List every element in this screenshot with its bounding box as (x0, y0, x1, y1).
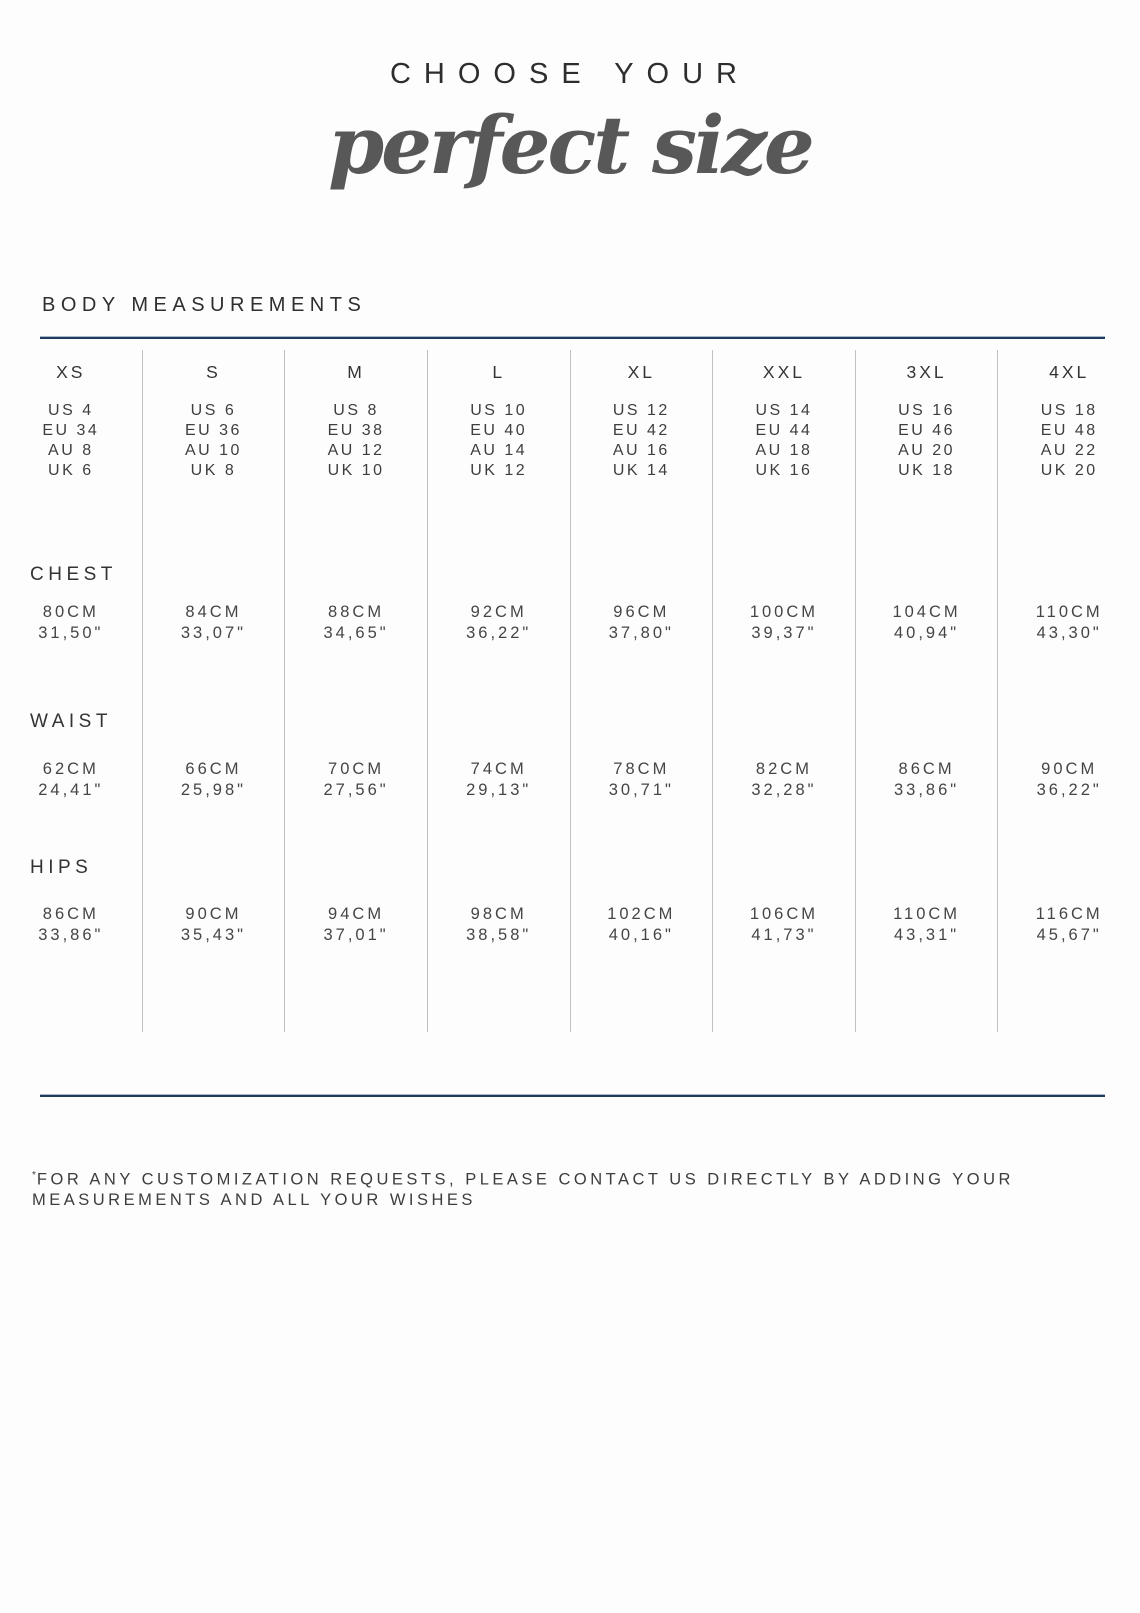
intl-sizes (571, 401, 713, 481)
waist-cm: 82CM (755, 760, 812, 778)
us-size: US 16 (898, 402, 956, 419)
hips-cm: 90CM (185, 905, 242, 923)
waist-values (856, 759, 998, 801)
uk-size: UK 6 (48, 462, 94, 479)
eu-size: EU 46 (898, 422, 956, 439)
row-label-hips: HIPS (30, 857, 93, 878)
waist-values (285, 759, 427, 801)
au-size: AU 10 (184, 442, 242, 459)
waist-in: 27,56" (323, 781, 389, 799)
waist-cm: 90CM (1041, 760, 1098, 778)
chest-in: 36,22" (466, 624, 532, 642)
waist-values (998, 759, 1140, 801)
hips-in: 33,86" (38, 926, 104, 944)
size-label: 3XL (906, 362, 947, 382)
waist-cm: 78CM (613, 760, 670, 778)
eu-size: EU 42 (612, 422, 670, 439)
hips-values (856, 904, 998, 946)
waist-in: 33,86" (893, 781, 960, 799)
au-size: AU 16 (612, 442, 670, 459)
asterisk-marker: * (32, 1170, 37, 1181)
hips-cm: 102CM (607, 905, 676, 923)
size-column-xxl (713, 350, 856, 1032)
au-size: AU 20 (898, 442, 956, 459)
hips-values (285, 904, 427, 946)
chest-values (285, 602, 427, 644)
size-column-4xl (998, 350, 1140, 1032)
us-size: US 14 (755, 402, 813, 419)
waist-values (571, 759, 713, 801)
hips-cm: 110CM (893, 905, 961, 923)
intl-sizes (0, 401, 142, 481)
au-size: AU 12 (327, 442, 385, 459)
chest-cm: 100CM (749, 603, 819, 621)
size-label: XXL (762, 362, 805, 382)
chest-cm: 92CM (470, 603, 527, 621)
waist-in: 32,28" (751, 781, 817, 799)
hips-cm: 94CM (328, 905, 385, 923)
waist-in: 36,22" (1036, 781, 1102, 799)
waist-values (0, 759, 142, 801)
intl-sizes (856, 401, 998, 481)
waist-in: 30,71" (608, 781, 674, 799)
waist-values (143, 759, 285, 801)
eu-size: EU 40 (470, 422, 528, 439)
customization-note-line1: *FOR ANY CUSTOMIZATION REQUESTS, PLEASE CONTACT US DIRECTLY BY ADDING YOUR (32, 1170, 1014, 1189)
eu-size: EU 36 (184, 422, 242, 439)
hips-cm: 116CM (1035, 905, 1103, 923)
waist-cm: 70CM (328, 760, 385, 778)
waist-cm: 86CM (898, 760, 955, 778)
chest-values (0, 602, 142, 644)
size-column-xs (0, 350, 143, 1032)
intl-sizes (285, 401, 427, 481)
hips-in: 41,73" (751, 926, 817, 944)
chest-cm: 80CM (42, 603, 99, 621)
chest-in: 31,50" (38, 624, 104, 642)
eu-size: EU 38 (327, 422, 385, 439)
chest-in: 34,65" (323, 624, 389, 642)
size-label: XS (56, 362, 86, 382)
us-size: US 18 (1040, 402, 1098, 419)
eu-size: EU 34 (42, 422, 100, 439)
us-size: US 12 (612, 402, 670, 419)
script-title: perfect size (328, 98, 812, 192)
hips-values (428, 904, 570, 946)
hips-values (571, 904, 713, 946)
size-column-l (428, 350, 571, 1032)
us-size: US 6 (190, 402, 237, 419)
uk-size: UK 14 (612, 462, 670, 479)
uk-size: UK 18 (898, 462, 956, 479)
chest-in: 33,07" (180, 624, 247, 642)
hips-values (0, 904, 142, 946)
size-label: L (492, 362, 506, 382)
us-size: US 4 (48, 402, 94, 419)
chest-cm: 110CM (1035, 603, 1103, 621)
intl-sizes (998, 401, 1140, 481)
hips-values (143, 904, 285, 946)
hips-in: 45,67" (1036, 926, 1102, 944)
section-title: BODY MEASUREMENTS (42, 294, 367, 316)
size-label: S (206, 362, 221, 382)
uk-size: UK 12 (470, 462, 528, 479)
hips-in: 43,31" (893, 926, 960, 944)
chest-in: 37,80" (608, 624, 674, 642)
uk-size: UK 10 (327, 462, 385, 479)
uk-size: UK 20 (1040, 462, 1098, 479)
eyebrow-title: CHOOSE YOUR (389, 58, 750, 90)
eu-size: EU 48 (1040, 422, 1098, 439)
hips-cm: 86CM (42, 905, 99, 923)
chest-cm: 84CM (185, 603, 242, 621)
chest-cm: 104CM (892, 603, 961, 621)
waist-cm: 66CM (185, 760, 242, 778)
size-columns (0, 350, 1140, 1032)
au-size: AU 8 (48, 442, 94, 459)
chest-cm: 96CM (613, 603, 670, 621)
hips-in: 37,01" (323, 926, 389, 944)
bottom-divider (40, 1094, 1105, 1097)
waist-values (428, 759, 570, 801)
us-size: US 8 (333, 402, 379, 419)
intl-sizes (143, 401, 285, 481)
chest-values (428, 602, 570, 644)
customization-note (32, 1166, 1014, 1210)
customization-note-line2: MEASUREMENTS AND ALL YOUR WISHES (32, 1190, 476, 1209)
top-divider (40, 336, 1105, 339)
hips-values (998, 904, 1140, 946)
chest-in: 43,30" (1036, 624, 1102, 642)
waist-values (713, 759, 855, 801)
chest-cm: 88CM (328, 603, 385, 621)
waist-cm: 62CM (42, 760, 99, 778)
hips-cm: 106CM (749, 905, 819, 923)
chest-in: 40,94" (893, 624, 960, 642)
hips-in: 38,58" (466, 926, 532, 944)
body-measurements-table (0, 340, 1140, 1034)
size-column-3xl (856, 350, 999, 1032)
row-label-waist: WAIST (30, 711, 112, 732)
au-size: AU 14 (470, 442, 528, 459)
size-label: M (347, 362, 365, 382)
waist-in: 29,13" (466, 781, 532, 799)
au-size: AU 18 (755, 442, 813, 459)
intl-sizes (713, 401, 855, 481)
size-column-xl (571, 350, 714, 1032)
intl-sizes (428, 401, 570, 481)
chest-values (856, 602, 998, 644)
waist-cm: 74CM (470, 760, 527, 778)
size-label: XL (627, 362, 656, 382)
chest-values (571, 602, 713, 644)
waist-in: 24,41" (38, 781, 104, 799)
size-column-s (143, 350, 286, 1032)
hips-in: 40,16" (608, 926, 674, 944)
row-label-chest: CHEST (30, 564, 117, 585)
uk-size: UK 16 (755, 462, 813, 479)
chest-values (713, 602, 855, 644)
chest-values (998, 602, 1140, 644)
chest-in: 39,37" (751, 624, 817, 642)
chest-values (143, 602, 285, 644)
eu-size: EU 44 (755, 422, 813, 439)
us-size: US 10 (470, 402, 528, 419)
hips-cm: 98CM (470, 905, 527, 923)
au-size: AU 22 (1040, 442, 1098, 459)
hips-values (713, 904, 855, 946)
size-column-m (285, 350, 428, 1032)
uk-size: UK 8 (190, 462, 237, 479)
hips-in: 35,43" (180, 926, 247, 944)
waist-in: 25,98" (180, 781, 247, 799)
size-label: 4XL (1049, 362, 1090, 382)
